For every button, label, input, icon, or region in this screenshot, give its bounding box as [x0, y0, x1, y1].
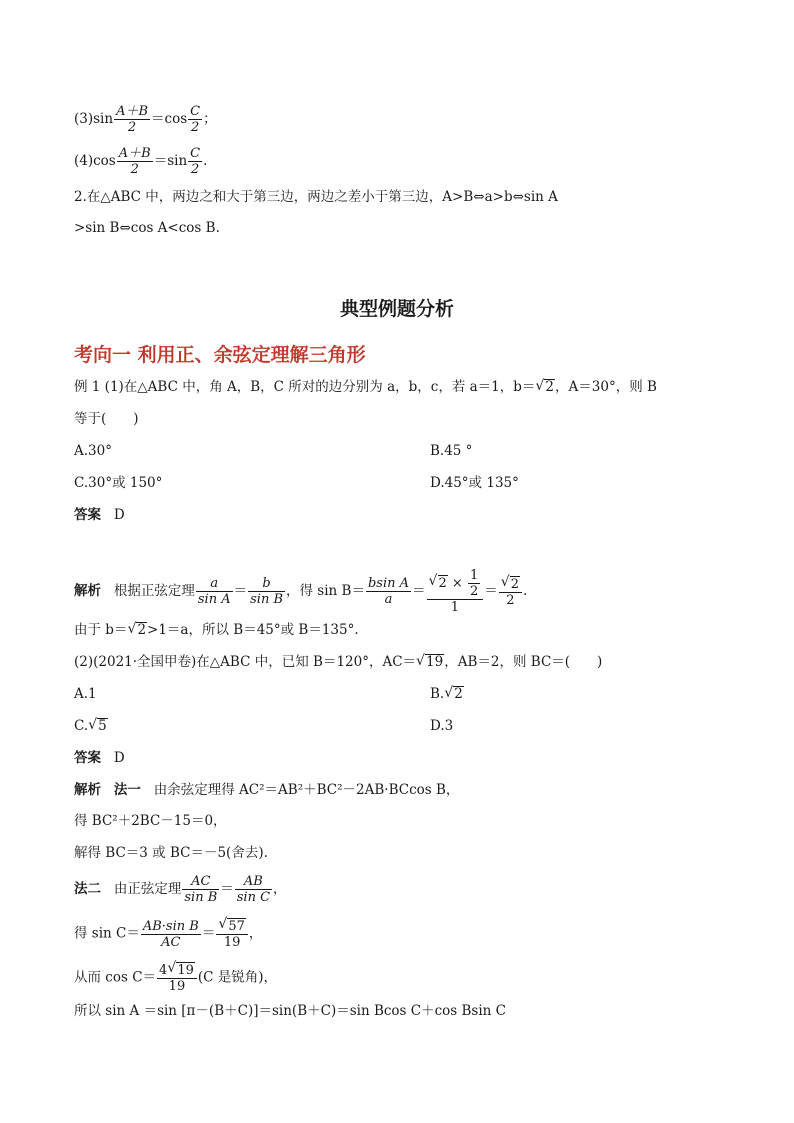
option-a: A.1: [74, 686, 97, 702]
fraction-compound: √ 2 × $\frac{1}{2}$ 1: [427, 568, 484, 615]
example2-final-line: 所以 sin A ＝sin [π－(B＋C)]＝sin(B＋C)＝sin Bcos C＋cos Bsin C: [74, 1003, 506, 1019]
fraction: $\frac{C}{2}$: [190, 146, 201, 177]
example2-method1: 解析 法一 由余弦定理得 AC²＝AB²＋BC²－2AB·BCcos B，: [74, 782, 460, 798]
example1-question: 例 1 (1)在△ABC 中，角 A，B，C 所对的边分别为 a，b，c，若 a＝1，b＝√ 2，A＝30°，则 B: [74, 378, 657, 396]
option-b: B.√ 2: [430, 685, 464, 703]
item-2-line1: 2.在△ABC 中，两边之和大于第三边，两边之差小于第三边，A>B⇔a>b⇔sin A: [74, 189, 558, 205]
example1-question-line2: 等于( ): [74, 411, 139, 427]
fraction: √ $\frac{57}{19}$: [216, 918, 248, 950]
example2-method2: 法二 由正弦定理 $\frac{AC}{\text{sin B}}$ ＝ $\frac{AB}{\text{sin C}}$ ，: [74, 874, 287, 905]
topic-title: 考向一 利用正、余弦定理解三角形: [74, 344, 366, 366]
fraction: $\frac{A+B}{2}$: [118, 146, 151, 177]
option-c: C.√ 5: [74, 718, 108, 734]
fraction: √ $\frac{2}{2}$: [499, 576, 522, 608]
example1-since-line: 由于 b＝√ 2>1＝a，所以 B＝45°或 B＝135°.: [74, 621, 359, 639]
sqrt: √ 2: [535, 378, 555, 396]
example2-question: (2)(2021·全国甲卷)在△ABC 中，已知 B＝120°，AC＝√ 19，AB＝2，则 BC＝( ): [74, 653, 602, 671]
example2-eq-line: 得 BC²＋2BC－15＝0，: [74, 813, 227, 829]
sqrt: √ 2: [127, 621, 147, 639]
option-b: B.45 °: [430, 443, 473, 459]
example2-options-row1: [74, 685, 463, 703]
example2-sinC: 得 sin C＝ $\frac{\text{AB·sin B}}{AC}$ ＝ √ $\frac{57}{19}$ ，: [74, 918, 262, 950]
formula-3: (3)sin $\frac{A+B}{2}$ ＝cos $\frac{C}{2}$ ；: [74, 104, 217, 135]
example2-options-row2: [74, 717, 454, 735]
example1-analysis: 解析 根据正弦定理 $\frac{a}{\text{sin A}}$ ＝ $\frac{b}{\text{sin B}}$ ，得 sin B＝ $\frac{\text{bsin A}}{a}$ ＝ √ 2 × $\frac{1}{2}$ 1 ＝ √ $\frac{2}{2}$ .: [74, 568, 527, 615]
formula-4: (4)cos $\frac{A+B}{2}$ ＝sin $\frac{C}{2}$ .: [74, 146, 208, 177]
option-c: C.30°或 150°: [74, 475, 163, 491]
option-d: D.45°或 135°: [430, 475, 519, 491]
fraction: $\frac{\text{bsin A}}{a}$: [367, 576, 409, 607]
example1-options-row2: [74, 474, 519, 492]
example1-options-row1: [74, 442, 473, 460]
fraction: $\frac{4√ 19}{19}$: [157, 962, 197, 994]
option-d: D.3: [430, 718, 454, 734]
fraction: $\frac{C}{2}$: [190, 104, 201, 135]
section-title: 典型例题分析: [339, 298, 454, 320]
example1-answer: 答案 D: [74, 507, 125, 523]
fraction: $\frac{AC}{\text{sin B}}$: [184, 874, 218, 905]
sqrt: √ 19: [416, 653, 444, 671]
fraction: $\frac{b}{\text{sin B}}$: [250, 576, 283, 607]
fraction: $\frac{a}{\text{sin A}}$: [197, 576, 231, 607]
fraction: $\frac{AB}{\text{sin C}}$: [236, 874, 271, 905]
example2-cosC: 从而 cos C＝ $\frac{4√ 19}{19}$ (C 是锐角)，: [74, 962, 277, 994]
example2-answer: 答案 D: [74, 750, 125, 766]
fraction: $\frac{A+B}{2}$: [116, 104, 149, 135]
item-2-line2: >sin B⇔cos A<cos B.: [74, 220, 220, 236]
option-a: A.30°: [74, 443, 112, 459]
example2-solve-line: 解得 BC＝3 或 BC＝－5(舍去).: [74, 845, 268, 861]
fraction: $\frac{\text{AB·sin B}}{AC}$: [142, 918, 199, 950]
